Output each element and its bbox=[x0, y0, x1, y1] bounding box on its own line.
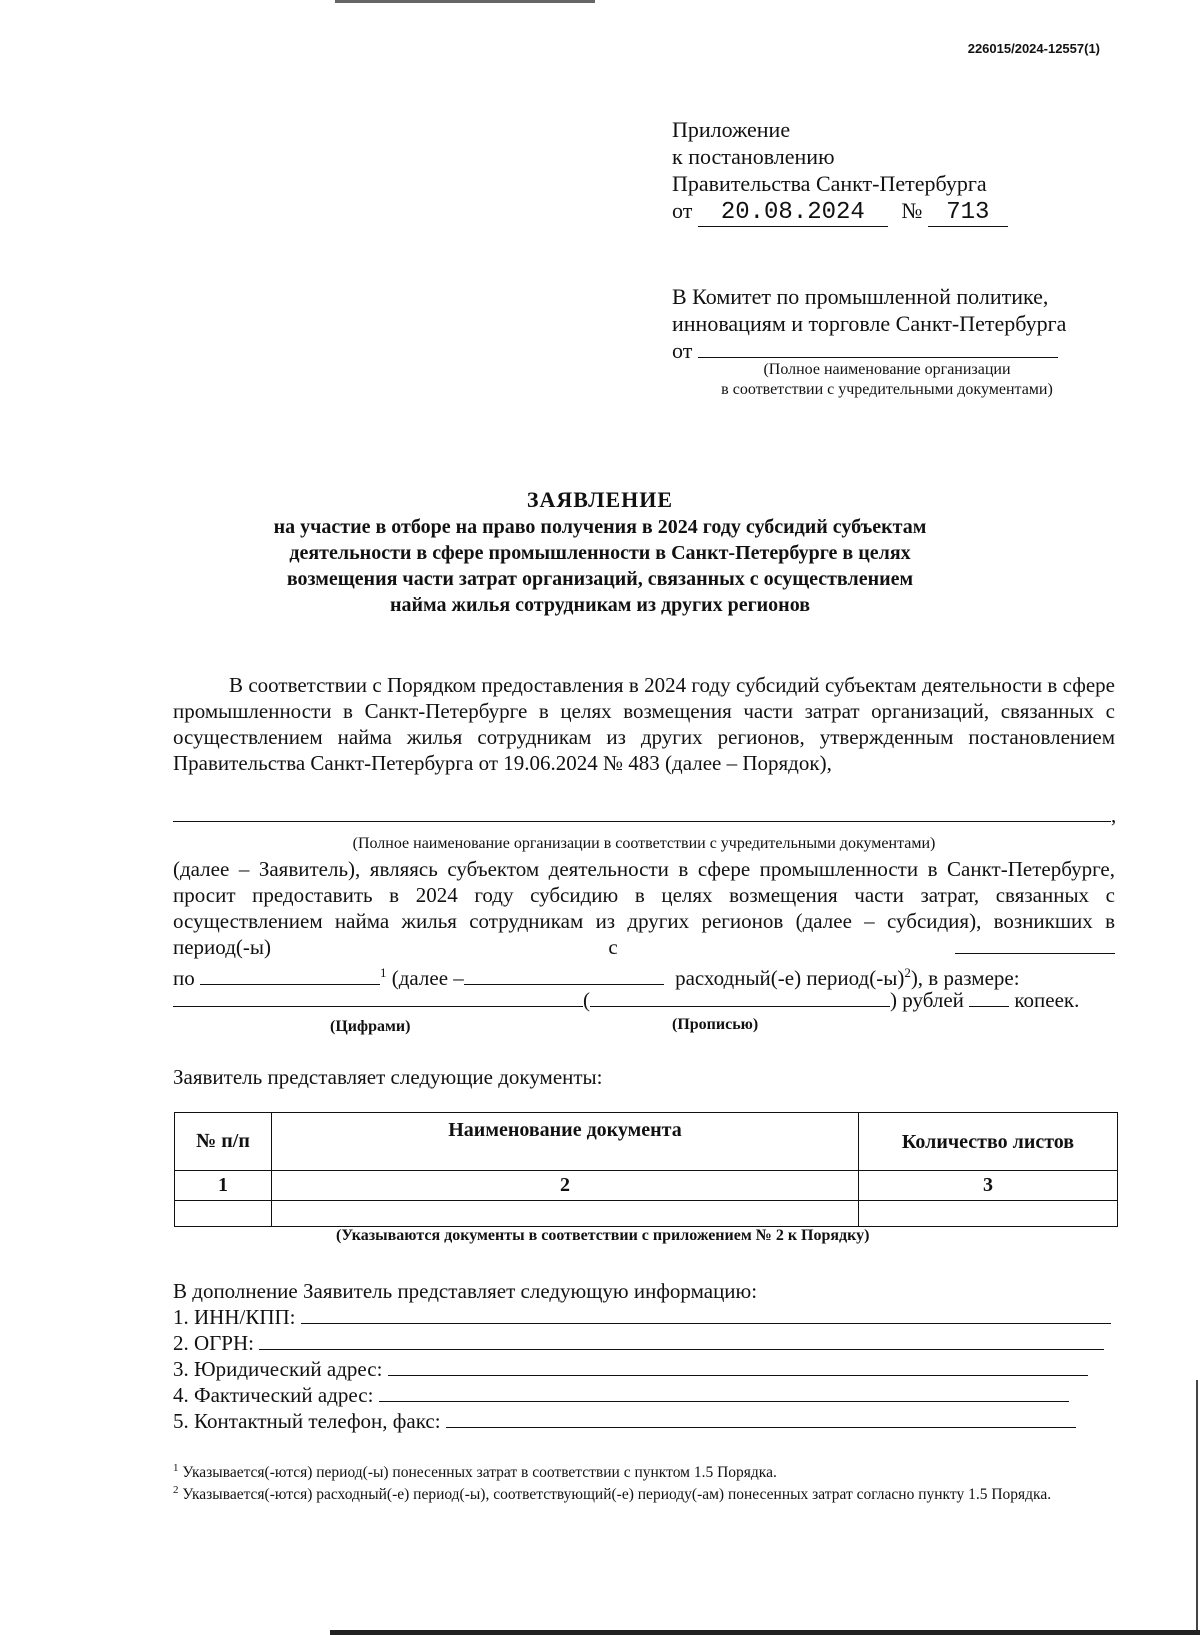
period-po-label: по bbox=[173, 966, 195, 990]
title-line-2: деятельности в сфере промышленности в Санкт-Петербурге в целях bbox=[289, 542, 911, 564]
appendix-date: 20.08.2024 bbox=[698, 199, 888, 227]
appendix-number: 713 bbox=[928, 199, 1008, 227]
main-paragraph-text: (далее – Заявитель), являясь субъектом деятельности в сфере промышленности в Санкт-Петербурге, просит предоставить в 2024 году субсидию в целях возмещения части затрат, связанных с осуществлением найма жилья сотрудникам из других регионов (далее – субсидия), возникших в период(-ы) с bbox=[173, 857, 1115, 959]
expense-period-field[interactable] bbox=[464, 966, 664, 985]
rubles-label: ) рублей bbox=[890, 988, 964, 1012]
footnote-2-mark: 2 bbox=[173, 1484, 179, 1496]
expense-period-label: расходный(-е) период(-ы) bbox=[675, 966, 905, 990]
appendix-from-label: от bbox=[672, 198, 693, 223]
appendix-number-label: № bbox=[901, 198, 923, 223]
recipient-line-2: инновациям и торговле Санкт-Петербурга bbox=[672, 311, 1067, 336]
scan-edge-right bbox=[1196, 1380, 1198, 1630]
inn-kpp-field[interactable] bbox=[301, 1305, 1111, 1324]
recipient-caption bbox=[672, 360, 1102, 400]
info-item-ogrn bbox=[173, 1330, 1104, 1356]
document-title-block bbox=[0, 486, 1200, 618]
phone-fax-field[interactable] bbox=[446, 1409, 1076, 1428]
table-cell-empty[interactable] bbox=[859, 1201, 1118, 1227]
table-cell-empty[interactable] bbox=[175, 1201, 272, 1227]
org-name-field[interactable] bbox=[173, 803, 1111, 822]
info-item-label: 2. ОГРН: bbox=[173, 1331, 254, 1355]
amount-digits-field[interactable] bbox=[173, 988, 583, 1007]
table-number-row bbox=[175, 1171, 1118, 1201]
amount-paren-open: ( bbox=[583, 988, 590, 1012]
info-item-label: 3. Юридический адрес: bbox=[173, 1357, 383, 1381]
org-name-caption: (Полное наименование организации в соответствии с учредительными документами) bbox=[352, 835, 936, 852]
documents-intro: Заявитель представляет следующие документы: bbox=[173, 1065, 603, 1089]
info-item-label: 4. Фактический адрес: bbox=[173, 1383, 374, 1407]
documents-caption: (Указываются документы в соответствии с приложением № 2 к Порядку) bbox=[336, 1227, 870, 1244]
footnote-ref-1: 1 bbox=[380, 965, 387, 980]
recipient-line-1: В Комитет по промышленной политике, bbox=[672, 284, 1049, 309]
amount-label: ), в размере: bbox=[910, 966, 1020, 990]
table-header-number: № п/п bbox=[175, 1113, 272, 1171]
footnote-ref-2: 2 bbox=[904, 965, 911, 980]
amount-line bbox=[173, 987, 1115, 1013]
table-col-number-2: 2 bbox=[272, 1171, 859, 1201]
appendix-line-2: к постановлению bbox=[672, 144, 835, 169]
table-col-number-1: 1 bbox=[175, 1171, 272, 1201]
period-end-field[interactable] bbox=[200, 966, 380, 985]
digits-caption: (Цифрами) bbox=[330, 1018, 411, 1035]
org-name-line bbox=[173, 802, 1115, 828]
recipient-caption-line-1: (Полное наименование организации bbox=[763, 361, 1011, 378]
legal-address-field[interactable] bbox=[388, 1357, 1088, 1376]
info-item-inn bbox=[173, 1304, 1111, 1330]
recipient-block bbox=[672, 283, 1066, 364]
ogrn-field[interactable] bbox=[259, 1331, 1104, 1350]
footnote-2 bbox=[173, 1480, 1135, 1505]
document-id: 226015/2024-12557(1) bbox=[967, 41, 1100, 56]
info-item-legal-address bbox=[173, 1356, 1088, 1382]
period-start-field[interactable] bbox=[955, 935, 1115, 954]
document-title: ЗАЯВЛЕНИЕ bbox=[526, 487, 674, 512]
appendix-header bbox=[672, 116, 1008, 227]
scan-edge-top bbox=[335, 0, 595, 3]
table-header-row bbox=[175, 1113, 1118, 1171]
title-line-1: на участие в отборе на право получения в 2024 году субсидий субъектам bbox=[273, 516, 927, 538]
info-item-label: 5. Контактный телефон, факс: bbox=[173, 1409, 441, 1433]
info-item-phone bbox=[173, 1408, 1076, 1434]
kopecks-label: копеек. bbox=[1014, 988, 1080, 1012]
documents-table bbox=[174, 1112, 1118, 1227]
title-line-3: возмещения части затрат организаций, связанных с осуществлением bbox=[286, 568, 914, 590]
recipient-caption-line-2: в соответствии с учредительными документами) bbox=[721, 381, 1053, 398]
appendix-line-1: Приложение bbox=[672, 117, 791, 142]
table-col-number-3: 3 bbox=[859, 1171, 1118, 1201]
org-name-comma: , bbox=[1111, 803, 1117, 827]
info-item-label: 1. ИНН/КПП: bbox=[173, 1305, 296, 1329]
footnote-1-mark: 1 bbox=[173, 1462, 179, 1474]
appendix-line-3: Правительства Санкт-Петербурга bbox=[672, 171, 987, 196]
title-line-4: найма жилья сотрудникам из других регионов bbox=[389, 594, 811, 616]
recipient-org-field[interactable] bbox=[698, 339, 1058, 358]
words-caption: (Прописью) bbox=[672, 1016, 759, 1033]
footnote-1-text: Указывается(-ются) период(-ы) понесенных затрат в соответствии с пунктом 1.5 Порядка. bbox=[182, 1464, 777, 1482]
main-paragraph bbox=[173, 856, 1115, 960]
table-row bbox=[175, 1201, 1118, 1227]
table-header-name: Наименование документа bbox=[272, 1113, 859, 1171]
actual-address-field[interactable] bbox=[379, 1383, 1069, 1402]
intro-paragraph: В соответствии с Порядком предоставления в 2024 году субсидий субъектам деятельности в сфере промышленности в Санкт-Петербурге в целях возмещения части затрат организаций, связанных с осуществлением найма жилья сотрудникам из других регионов, утвержденным постановлением Правительства Санкт-Петербурга от 19.06.2024 № 483 (далее – Порядок), bbox=[173, 673, 1115, 775]
table-cell-empty[interactable] bbox=[272, 1201, 859, 1227]
table-header-sheets: Количество листов bbox=[859, 1113, 1118, 1171]
recipient-from-label: от bbox=[672, 338, 693, 363]
info-item-actual-address bbox=[173, 1382, 1069, 1408]
info-intro: В дополнение Заявитель представляет следующую информацию: bbox=[173, 1279, 758, 1303]
scan-edge-bottom bbox=[330, 1630, 1200, 1635]
kopecks-field[interactable] bbox=[969, 988, 1009, 1007]
appendix-date-line bbox=[672, 197, 1008, 227]
dalee-label: (далее – bbox=[391, 966, 464, 990]
footnote-2-text: Указывается(-ются) расходный(-е) период(-ы), соответствующий(-е) периоду(-ам) понесенных затрат согласно пункту 1.5 Порядка. bbox=[182, 1486, 1052, 1504]
amount-words-field[interactable] bbox=[590, 988, 890, 1007]
